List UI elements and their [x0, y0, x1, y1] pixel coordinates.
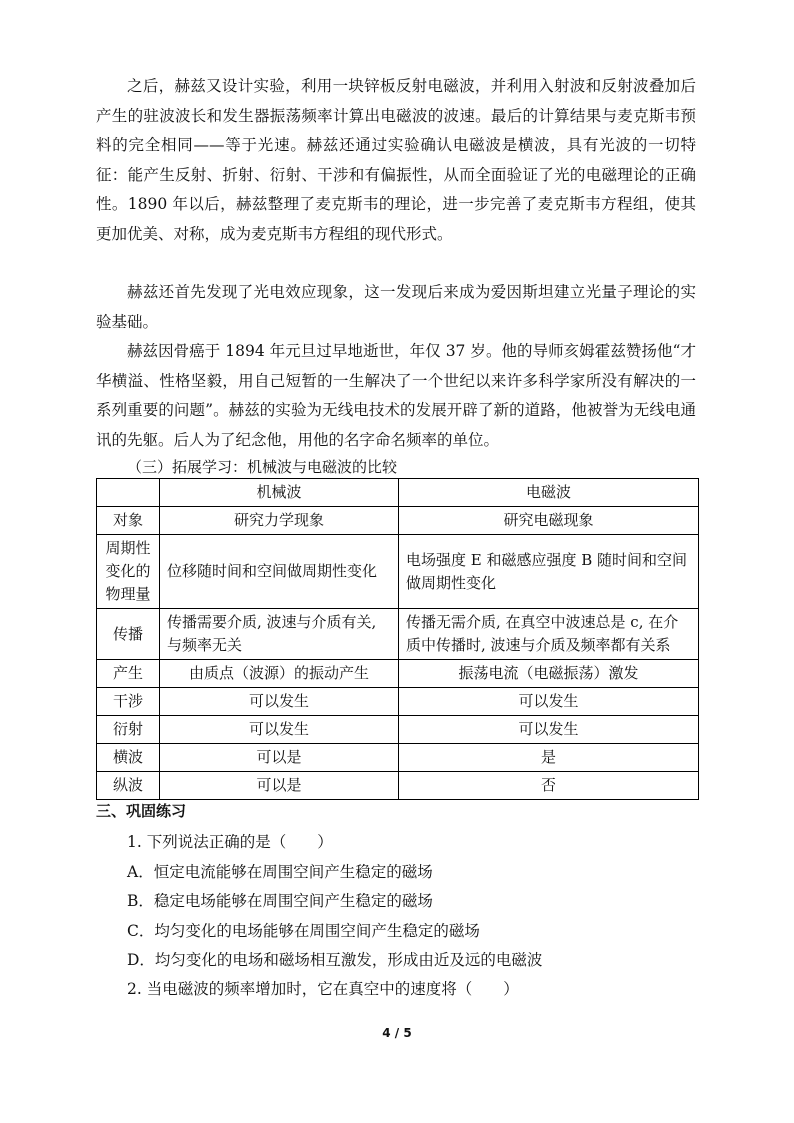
table-row	[97, 609, 699, 660]
row-label: 衍射	[97, 716, 160, 744]
table-row	[97, 688, 699, 716]
mechanical-cell: 可以发生	[160, 716, 399, 744]
mechanical-cell: 可以发生	[160, 688, 399, 716]
em-cell: 研究电磁现象	[399, 507, 699, 535]
section-title-practice: 三、巩固练习	[96, 802, 187, 820]
em-cell: 可以发生	[399, 688, 699, 716]
em-cell: 是	[399, 744, 699, 772]
question-2: 2. 当电磁波的频率增加时，它在真空中的速度将（ ）	[127, 980, 519, 998]
page-number: 4 / 5	[382, 1026, 412, 1040]
question-1-option-d: D．均匀变化的电场和磁场相互激发，形成由近及远的电磁波	[127, 951, 543, 969]
question-1-option-c: C．均匀变化的电场能够在周围空间产生稳定的磁场	[127, 922, 480, 940]
table-row	[97, 535, 699, 609]
row-label: 横波	[97, 744, 160, 772]
mechanical-cell: 由质点（波源）的振动产生	[160, 660, 399, 688]
comparison-table	[96, 478, 699, 800]
row-label: 干涉	[97, 688, 160, 716]
header-blank	[97, 479, 160, 507]
mechanical-cell: 位移随时间和空间做周期性变化	[160, 535, 399, 609]
table-row	[97, 660, 699, 688]
row-label: 对象	[97, 507, 160, 535]
header-em-wave: 电磁波	[399, 479, 699, 507]
question-1-option-a: A．恒定电流能够在周围空间产生稳定的磁场	[127, 863, 433, 881]
table-caption: （三）拓展学习：机械波与电磁波的比较	[127, 458, 398, 476]
em-cell: 可以发生	[399, 716, 699, 744]
paragraph-hertz-death: 赫兹因骨癌于 1894 年元旦过早地逝世，年仅 37 岁。他的导师亥姆霍兹赞扬他“才华横溢、性格坚毅，用自己短暂的一生解决了一个世纪以来许多科学家所没有解决的一系列重要的问题”。赫兹的实验为无线电技术的发展开辟了新的道路，他被誉为无线电通讯的先躯。后人为了纪念他，用他的名字命名频率的单位。	[96, 342, 696, 449]
paragraph-hertz-experiment: 之后，赫兹又设计实验，利用一块锌板反射电磁波，并利用入射波和反射波叠加后产生的驻波波长和发生器振荡频率计算出电磁波的波速。最后的计算结果与麦克斯韦预料的完全相同——等于光速。赫兹还通过实验确认电磁波是横波，具有光波的一切特征：能产生反射、折射、衍射、干涉和有偏振性，从而全面验证了光的电磁理论的正确性。1890 年以后，赫兹整理了麦克斯韦的理论，进一步完善了麦克斯韦方程组，使其更加优美、对称，成为麦克斯韦方程组的现代形式。	[96, 77, 696, 243]
mechanical-cell: 可以是	[160, 744, 399, 772]
header-mechanical-wave: 机械波	[160, 479, 399, 507]
mechanical-cell: 可以是	[160, 772, 399, 800]
table-header-row	[97, 479, 699, 507]
em-cell: 振荡电流（电磁振荡）激发	[399, 660, 699, 688]
row-label: 纵波	[97, 772, 160, 800]
em-cell: 电场强度 E 和磁感应强度 B 随时间和空间做周期性变化	[399, 535, 699, 609]
mechanical-cell: 传播需要介质, 波速与介质有关, 与频率无关	[160, 609, 399, 660]
table-row	[97, 716, 699, 744]
table-row	[97, 772, 699, 800]
paragraph-photoelectric: 赫兹还首先发现了光电效应现象，这一发现后来成为爱因斯坦建立光量子理论的实验基础。	[96, 283, 696, 331]
question-1-option-b: B．稳定电场能够在周围空间产生稳定的磁场	[127, 892, 433, 910]
mechanical-cell: 研究力学现象	[160, 507, 399, 535]
question-1: 1. 下列说法正确的是（ ）	[127, 833, 333, 851]
row-label: 传播	[97, 609, 160, 660]
em-cell: 传播无需介质, 在真空中波速总是 c, 在介质中传播时, 波速与介质及频率都有关系	[399, 609, 699, 660]
em-cell: 否	[399, 772, 699, 800]
table-row	[97, 507, 699, 535]
row-label: 周期性变化的物理量	[97, 535, 160, 609]
row-label: 产生	[97, 660, 160, 688]
table-row	[97, 744, 699, 772]
